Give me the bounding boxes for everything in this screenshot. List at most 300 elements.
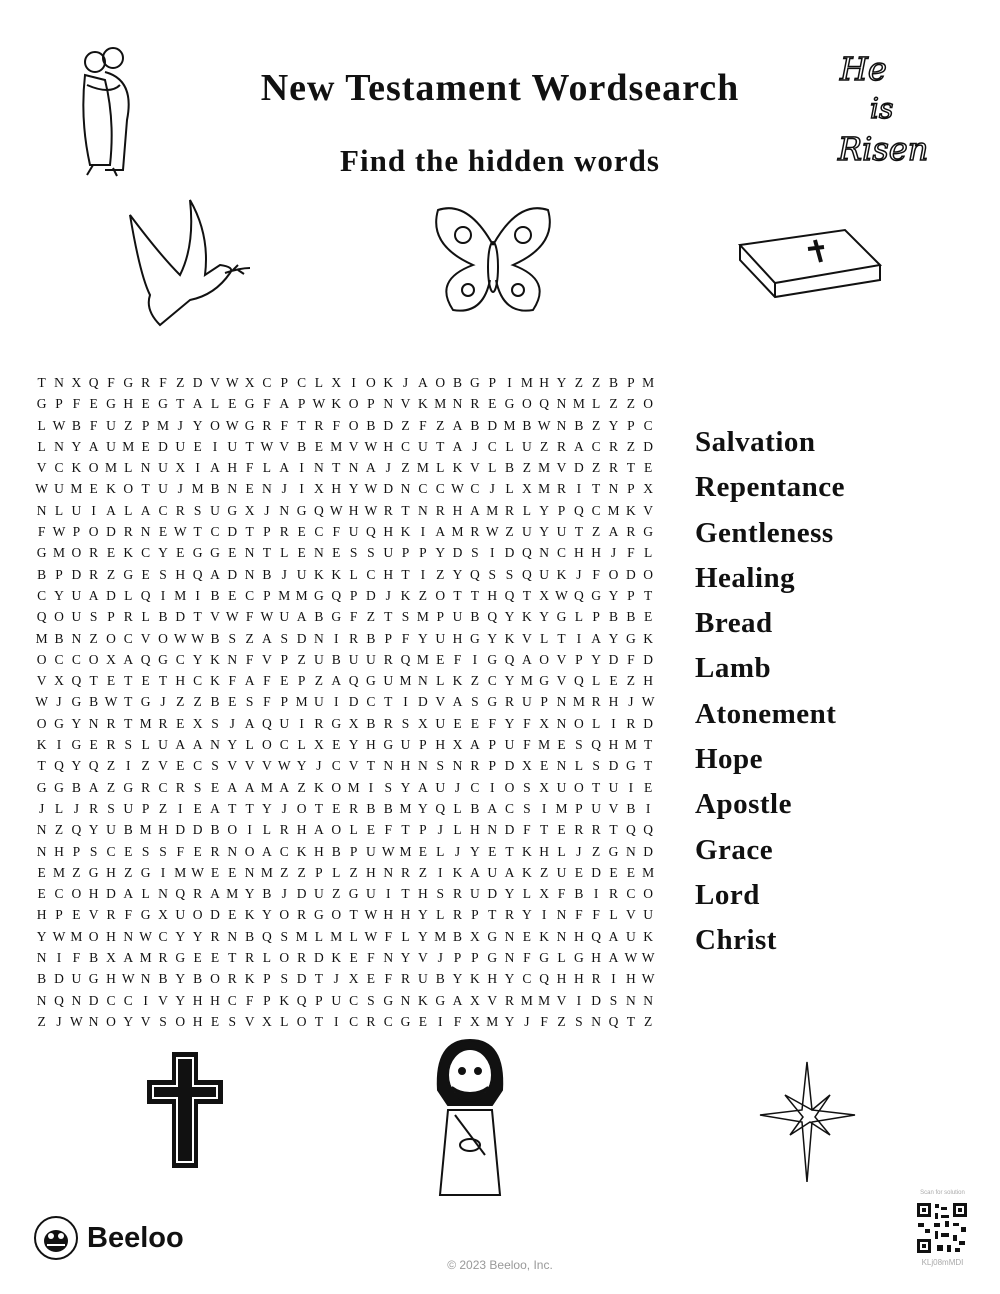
grid-row: [33, 585, 657, 606]
grid-letter: B: [608, 609, 618, 625]
grid-letter: E: [141, 566, 150, 582]
grid-letter: Z: [193, 694, 202, 710]
grid-letter: N: [140, 524, 151, 540]
grid-letter: E: [89, 737, 98, 753]
grid-letter: U: [54, 481, 64, 497]
grid-letter: N: [36, 502, 47, 518]
grid-letter: P: [315, 864, 323, 880]
grid-letter: L: [54, 800, 64, 816]
grid-letter: O: [608, 566, 619, 582]
grid-letter: R: [279, 822, 289, 838]
grid-letter: M: [399, 843, 412, 859]
grid-letter: G: [625, 758, 636, 774]
grid-letter: R: [262, 417, 272, 433]
grid-letter: A: [88, 587, 99, 603]
grid-letter: P: [488, 375, 496, 390]
grid-letter: F: [523, 822, 531, 838]
grid-letter: L: [592, 396, 601, 412]
grid-letter: L: [574, 758, 583, 774]
grid-letter: D: [608, 758, 619, 774]
grid-letter: S: [523, 779, 531, 795]
grid-letter: I: [489, 779, 495, 795]
grid-letter: D: [106, 587, 116, 603]
grid-letter: V: [244, 758, 255, 774]
grid-letter: G: [573, 950, 584, 966]
grid-letter: O: [227, 822, 238, 838]
grid-letter: U: [71, 609, 82, 625]
grid-letter: V: [418, 950, 428, 966]
grid-letter: N: [279, 502, 290, 518]
grid-letter: Z: [418, 864, 427, 880]
grid-letter: K: [331, 566, 342, 582]
grid-letter: L: [262, 460, 272, 476]
grid-letter: B: [366, 417, 376, 433]
grid-letter: Q: [71, 822, 82, 838]
grid-letter: C: [349, 992, 359, 1008]
grid-letter: C: [106, 992, 116, 1008]
grid-letter: O: [88, 651, 99, 667]
grid-letter: E: [37, 886, 46, 902]
grid-letter: L: [436, 843, 445, 859]
grid-letter: G: [140, 694, 151, 710]
grid-letter: J: [281, 481, 287, 497]
grid-letter: U: [158, 737, 168, 753]
grid-letter: G: [88, 864, 99, 880]
grid-letter: A: [279, 779, 290, 795]
grid-letter: C: [175, 651, 185, 667]
grid-letter: S: [159, 1013, 167, 1029]
word-list-item: Hope: [695, 743, 764, 776]
grid-letter: E: [193, 800, 202, 816]
beeloo-logo: [33, 1215, 184, 1261]
grid-letter: X: [262, 1013, 272, 1029]
grid-letter: K: [314, 566, 324, 582]
grid-letter: P: [419, 545, 427, 561]
grid-letter: P: [384, 630, 392, 646]
grid-letter: H: [400, 758, 411, 774]
grid-letter: N: [625, 843, 636, 859]
grid-letter: Y: [469, 843, 480, 859]
grid-letter: C: [123, 630, 133, 646]
grid-letter: B: [453, 928, 463, 944]
grid-letter: R: [106, 715, 116, 731]
grid-letter: U: [331, 992, 342, 1008]
grid-letter: I: [299, 460, 304, 476]
grid-letter: M: [156, 417, 169, 433]
word-list-item: Bread: [695, 607, 773, 640]
grid-letter: J: [56, 1013, 62, 1029]
grid-letter: E: [332, 545, 341, 561]
grid-letter: H: [487, 587, 498, 603]
grid-letter: H: [591, 545, 602, 561]
grid-letter: Y: [158, 545, 168, 561]
grid-letter: I: [628, 779, 634, 795]
grid-letter: P: [575, 800, 583, 816]
grid-letter: D: [591, 864, 602, 880]
grid-letter: O: [643, 566, 654, 582]
grid-letter: U: [608, 779, 619, 795]
grid-letter: N: [608, 481, 619, 497]
grid-letter: H: [106, 971, 116, 987]
grid-letter: G: [400, 1013, 411, 1029]
grid-letter: L: [557, 950, 566, 966]
grid-letter: G: [348, 886, 359, 902]
grid-letter: M: [104, 460, 117, 476]
grid-letter: H: [573, 971, 584, 987]
grid-row: [33, 606, 657, 627]
grid-letter: K: [418, 396, 428, 412]
grid-letter: Y: [418, 630, 428, 646]
grid-letter: R: [591, 971, 601, 987]
grid-letter: C: [54, 460, 64, 476]
grid-letter: E: [228, 907, 237, 923]
grid-row: [33, 734, 657, 755]
grid-letter: V: [36, 460, 47, 476]
grid-letter: O: [244, 843, 255, 859]
grid-letter: C: [470, 481, 480, 497]
grid-letter: C: [106, 843, 116, 859]
grid-letter: O: [36, 715, 47, 731]
grid-letter: Q: [573, 502, 584, 518]
grid-letter: N: [556, 396, 567, 412]
grid-letter: K: [331, 396, 342, 412]
grid-letter: I: [195, 460, 200, 476]
grid-letter: A: [435, 524, 446, 540]
wordsearch-grid: [33, 372, 657, 1032]
grid-letter: P: [401, 545, 410, 561]
grid-letter: N: [556, 417, 567, 433]
grid-letter: R: [141, 779, 151, 795]
grid-letter: N: [71, 992, 82, 1008]
grid-letter: M: [330, 928, 343, 944]
grid-letter: G: [140, 907, 151, 923]
grid-letter: W: [191, 630, 204, 646]
grid-letter: S: [228, 630, 237, 646]
grid-letter: M: [451, 524, 464, 540]
grid-letter: M: [572, 396, 585, 412]
grid-letter: L: [262, 950, 272, 966]
grid-letter: U: [314, 651, 324, 667]
grid-letter: T: [332, 460, 341, 476]
grid-letter: M: [416, 609, 429, 625]
grid-letter: C: [522, 971, 532, 987]
grid-letter: M: [399, 800, 412, 816]
grid-letter: Z: [401, 417, 410, 433]
grid-letter: D: [383, 481, 394, 497]
grid-letter: Y: [348, 737, 359, 753]
grid-letter: H: [314, 843, 324, 859]
grid-letter: Z: [72, 864, 81, 880]
grid-letter: L: [141, 609, 150, 625]
grid-letter: P: [107, 609, 115, 625]
grid-letter: N: [452, 758, 463, 774]
grid-letter: F: [627, 545, 635, 561]
grid-letter: P: [488, 737, 496, 753]
grid-letter: K: [452, 460, 463, 476]
grid-letter: T: [609, 822, 618, 838]
grid-letter: C: [331, 758, 341, 774]
grid-letter: E: [89, 396, 98, 412]
grid-letter: W: [624, 950, 638, 966]
grid-letter: E: [453, 715, 462, 731]
grid-letter: W: [52, 417, 66, 433]
dove-illustration: [120, 195, 255, 335]
grid-letter: T: [574, 524, 583, 540]
grid-letter: N: [140, 971, 151, 987]
grid-letter: J: [281, 566, 287, 582]
grid-row: [33, 521, 657, 542]
grid-letter: L: [314, 375, 324, 390]
grid-letter: N: [556, 694, 567, 710]
grid-letter: R: [89, 545, 99, 561]
grid-letter: S: [280, 630, 289, 646]
grid-letter: K: [71, 460, 82, 476]
grid-row: [33, 968, 657, 989]
prodigal-son-embrace-illustration: [65, 40, 155, 180]
grid-letter: I: [299, 715, 304, 731]
grid-letter: R: [401, 971, 411, 987]
grid-letter: F: [332, 524, 340, 540]
grid-letter: J: [160, 694, 166, 710]
grid-letter: I: [126, 758, 131, 774]
grid-letter: P: [627, 587, 635, 603]
grid-letter: Z: [106, 758, 116, 774]
grid-letter: Q: [487, 609, 498, 625]
grid-letter: R: [574, 822, 584, 838]
grid-letter: N: [452, 396, 463, 412]
grid-row: [33, 841, 657, 862]
grid-row: [33, 457, 657, 478]
grid-letter: D: [175, 822, 186, 838]
grid-letter: P: [592, 609, 600, 625]
grid-letter: K: [452, 864, 463, 880]
grid-letter: Z: [245, 630, 254, 646]
grid-letter: N: [400, 481, 411, 497]
grid-letter: T: [436, 438, 445, 454]
grid-letter: E: [228, 545, 237, 561]
grid-letter: E: [106, 545, 116, 561]
grid-letter: G: [36, 396, 47, 412]
grid-letter: C: [401, 438, 411, 454]
grid-letter: Q: [88, 758, 99, 774]
grid-letter: C: [37, 587, 47, 603]
grid-letter: M: [260, 864, 273, 880]
bible-illustration: [735, 225, 885, 300]
grid-letter: H: [573, 545, 584, 561]
grid-letter: Y: [348, 481, 359, 497]
grid-letter: Z: [540, 438, 549, 454]
grid-letter: E: [644, 779, 653, 795]
grid-letter: P: [72, 524, 81, 540]
grid-letter: A: [521, 651, 532, 667]
grid-letter: B: [331, 651, 341, 667]
grid-letter: E: [297, 524, 306, 540]
grid-letter: W: [451, 481, 464, 497]
grid-letter: Z: [124, 864, 133, 880]
grid-letter: O: [331, 822, 342, 838]
grid-letter: X: [244, 502, 255, 518]
grid-letter: L: [592, 673, 601, 689]
grid-letter: R: [505, 992, 515, 1008]
grid-letter: D: [158, 438, 168, 454]
grid-letter: C: [383, 1013, 393, 1029]
grid-letter: U: [106, 822, 116, 838]
grid-letter: L: [505, 481, 514, 497]
grid-letter: T: [37, 375, 46, 390]
grid-letter: G: [487, 694, 498, 710]
grid-letter: R: [383, 715, 393, 731]
grid-letter: A: [192, 396, 203, 412]
grid-letter: F: [627, 651, 635, 667]
grid-letter: W: [225, 609, 239, 625]
grid-letter: E: [124, 843, 133, 859]
grid-letter: B: [608, 375, 618, 390]
grid-letter: E: [37, 864, 46, 880]
grid-letter: D: [643, 843, 654, 859]
grid-letter: T: [626, 1013, 635, 1029]
grid-row: [33, 478, 657, 499]
grid-letter: R: [297, 950, 307, 966]
grid-letter: L: [436, 460, 445, 476]
grid-letter: X: [54, 673, 64, 689]
grid-letter: T: [245, 524, 254, 540]
grid-letter: F: [384, 928, 392, 944]
grid-letter: Z: [280, 864, 289, 880]
grid-letter: P: [55, 396, 63, 412]
grid-letter: M: [538, 481, 551, 497]
grid-letter: R: [349, 800, 359, 816]
grid-letter: G: [314, 587, 324, 603]
grid-letter: Y: [192, 928, 203, 944]
grid-letter: W: [35, 694, 49, 710]
grid-letter: E: [210, 779, 220, 795]
grid-letter: K: [556, 566, 567, 582]
grid-letter: W: [191, 864, 204, 880]
grid-letter: T: [314, 971, 324, 987]
grid-letter: E: [89, 481, 98, 497]
grid-letter: Q: [625, 822, 636, 838]
grid-letter: R: [123, 524, 133, 540]
grid-letter: Q: [140, 651, 151, 667]
grid-letter: N: [71, 630, 82, 646]
grid-letter: E: [193, 950, 202, 966]
grid-letter: L: [210, 396, 220, 412]
grid-letter: G: [71, 694, 82, 710]
grid-letter: L: [280, 545, 289, 561]
grid-letter: S: [349, 545, 358, 561]
grid-letter: J: [385, 460, 391, 476]
grid-letter: Q: [521, 545, 532, 561]
grid-row: [33, 862, 657, 883]
grid-letter: H: [435, 737, 446, 753]
jesus-illustration: [430, 1035, 510, 1205]
grid-letter: I: [420, 524, 426, 540]
grid-letter: T: [522, 587, 531, 603]
grid-letter: U: [591, 800, 602, 816]
grid-letter: G: [158, 651, 168, 667]
grid-letter: A: [88, 438, 99, 454]
grid-letter: Y: [192, 651, 203, 667]
grid-letter: D: [210, 907, 220, 923]
grid-letter: O: [210, 417, 220, 433]
grid-row: [33, 819, 657, 840]
grid-letter: O: [643, 886, 654, 902]
grid-letter: H: [643, 673, 654, 689]
grid-letter: N: [123, 928, 134, 944]
grid-letter: M: [330, 438, 343, 454]
grid-letter: V: [556, 992, 567, 1008]
grid-letter: W: [121, 971, 135, 987]
grid-letter: I: [472, 651, 478, 667]
grid-letter: N: [418, 673, 428, 689]
grid-letter: S: [367, 992, 375, 1008]
grid-letter: D: [487, 417, 498, 433]
grid-letter: H: [175, 673, 186, 689]
grid-letter: F: [592, 907, 600, 923]
grid-letter: G: [625, 630, 636, 646]
grid-letter: P: [436, 609, 444, 625]
grid-letter: A: [210, 886, 220, 902]
grid-letter: F: [523, 950, 531, 966]
grid-letter: F: [228, 673, 237, 689]
word-list-item: Atonement: [695, 697, 837, 730]
grid-letter: Y: [418, 800, 428, 816]
grid-letter: Q: [54, 992, 64, 1008]
grid-letter: K: [314, 779, 324, 795]
grid-letter: V: [210, 609, 220, 625]
grid-letter: H: [573, 928, 584, 944]
grid-letter: S: [211, 715, 219, 731]
grid-letter: U: [383, 545, 394, 561]
grid-letter: R: [123, 609, 133, 625]
grid-letter: C: [71, 651, 81, 667]
grid-letter: V: [435, 694, 446, 710]
grid-letter: D: [227, 524, 238, 540]
bee-logo-icon: [33, 1215, 79, 1261]
grid-letter: M: [486, 502, 499, 518]
grid-letter: H: [418, 886, 428, 902]
grid-letter: M: [607, 502, 620, 518]
grid-letter: P: [141, 800, 150, 816]
grid-letter: T: [314, 800, 324, 816]
grid-letter: U: [556, 864, 567, 880]
grid-letter: N: [36, 992, 47, 1008]
grid-letter: T: [314, 1013, 324, 1029]
svg-text:Risen: Risen: [838, 130, 929, 168]
grid-letter: Q: [469, 566, 480, 582]
grid-letter: I: [299, 481, 304, 497]
qr-code[interactable]: [915, 1201, 969, 1255]
grid-letter: U: [71, 971, 82, 987]
grid-letter: U: [366, 886, 376, 902]
grid-letter: A: [504, 864, 515, 880]
grid-letter: Q: [54, 758, 64, 774]
grid-letter: Z: [626, 673, 635, 689]
grid-letter: D: [192, 822, 203, 838]
grid-letter: M: [35, 630, 48, 646]
grid-letter: U: [435, 715, 446, 731]
grid-letter: T: [453, 587, 462, 603]
grid-letter: A: [608, 928, 619, 944]
grid-letter: T: [193, 524, 202, 540]
grid-letter: A: [244, 779, 255, 795]
grid-letter: B: [314, 609, 324, 625]
grid-letter: R: [158, 715, 168, 731]
grid-letter: F: [263, 673, 271, 689]
grid-letter: G: [210, 545, 220, 561]
grid-letter: M: [624, 737, 637, 753]
grid-letter: C: [418, 481, 428, 497]
